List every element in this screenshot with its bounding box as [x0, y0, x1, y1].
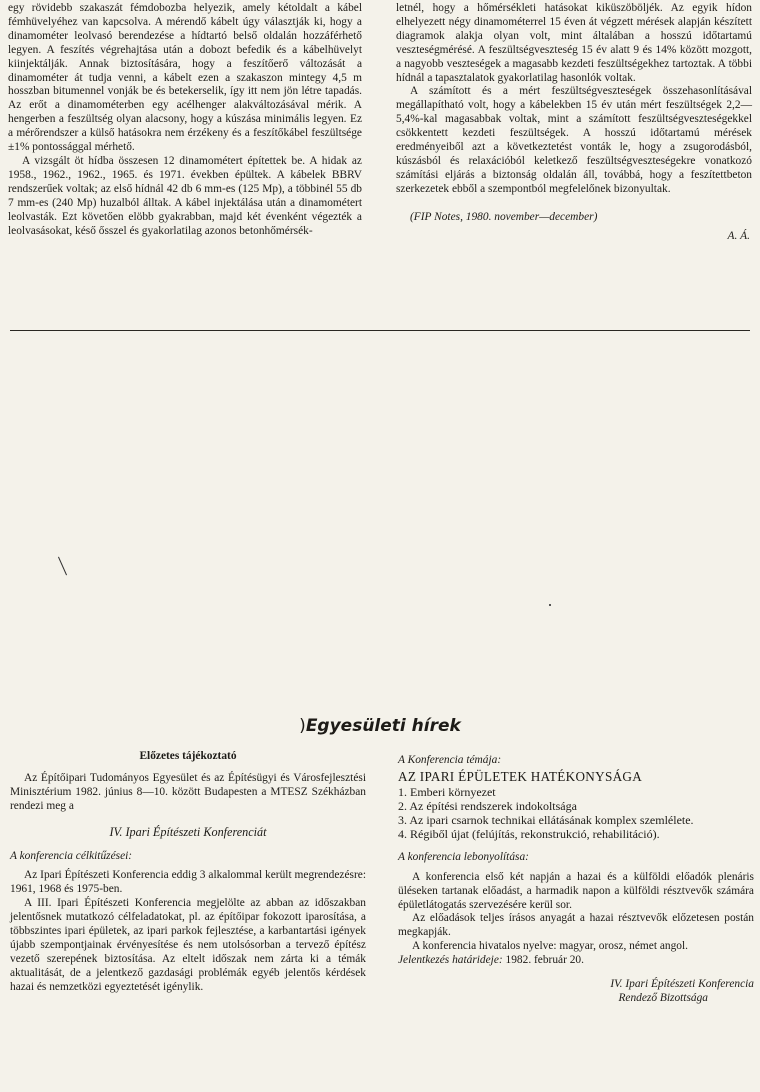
top-right-column	[396, 2, 752, 244]
organizer-line: Rendező Bizottsága	[618, 991, 708, 1004]
deadline-label: Jelentkezés határideje:	[398, 954, 503, 967]
scan-mark	[549, 604, 551, 606]
organizer-line: IV. Ipari Építészeti Konferencia	[610, 978, 754, 991]
section-title	[0, 716, 760, 736]
body-paragraph: letnél, hogy a hőmérsékleti hatásokat kiküszöböljék. Az egyik hídon elhelyezett négy dinamométerrel 15 éven át végzett mérések alapján készített diagramok alakja olyan volt, mint általában a hosszú időtartamú veszteségmérésé. A feszültségveszteség 15 év alatt 9 és 14% között mozgott, a nagyobb veszteségek a magasabb kezdeti feszültségekhez tartoztak. A többi hídnál a tapasztalatok gyakorlatilag hasonlók voltak.	[396, 2, 752, 84]
conference-name: IV. Ipari Építészeti Konferenciát	[109, 824, 267, 839]
organizer-signature	[398, 978, 754, 1006]
body-paragraph: Az előadások teljes írásos anyagát a hazai résztvevők előzetesen postán megkapják.	[398, 912, 754, 939]
top-left-column	[8, 2, 362, 238]
section-title-text: Egyesületi hírek	[305, 716, 461, 736]
section-divider	[10, 330, 750, 331]
section-title-mark: )	[299, 716, 306, 736]
intro-paragraph: Az Építőipari Tudományos Egyesület és az Építésügyi és Városfejlesztési Minisztérium 1982. június 8—10. között Budapesten a MTESZ Székházban rendezi meg a	[10, 771, 366, 812]
body-paragraph: A konferencia első két napján a hazai és a külföldi előadók plenáris üléseken tartanak előadást, a harmadik napon a külföldi résztvevők számára épületlátogatás szervezésére kerül sor.	[398, 870, 754, 911]
deadline-value: 1982. február 20.	[502, 954, 584, 967]
body-paragraph: A számított és a mért feszültségveszteségek összehasonlításával megállapítható volt, hogy a kábelekben 15 év után mért feszültségek 2,2—5,4%-kal magasabbak voltak, mint a számított feszültségveszteségekkel csökkentett kezdeti feszültségek. A hosszú időtartamú mérések eredményeiből azt a következtetést vonták le, hogy a zsugorodásból, kúszásból és relaxációból keletkező feszültségveszteségekre vonatkozó számítási eljárás a biztonság oldalán áll, továbbá, hogy a feszítettbeton szerkezetek ebből a szempontból megfelelőnek bizonyultak.	[396, 85, 752, 195]
list-item: 1. Emberi környezet	[398, 784, 496, 799]
body-paragraph: egy rövidebb szakaszát fémdobozba helyezik, amely kétoldalt a kábel fémhüvelyéhez van kapcsolva. A mérendő kábelt úgy választják ki, hogy a dinamométer leolvasó berendezése a hídtartó belső oldalán hozzáférhető legyen. A feszítés végrehajtása után a dobozt befedik és a kábelhüvelyt kiinjektálják. Annak biztosítására, hogy a feszítőerő változását a dinamométer át tudja venni, a kábelt ezen a szakaszon mintegy 4,5 m hosszban bitumennel vonják be és betekerselik, így itt nem jön létre tapadás. Az erőt a dinamométerben egy acélhenger alakváltozásával mérik. A hengerben a feszültség olyan alacsony, hogy a kúszása minimális legyen. Ez a mérőrendszer a külső hatásokra nem érzékeny és a feszítőkábel feszültsége ±1% pontossággal mérhető.	[8, 2, 362, 154]
deadline-line	[398, 954, 754, 968]
body-paragraph: Az Ipari Építészeti Konferencia eddig 3 alkalommal került megrendezésre: 1961, 1968 és 1975-ben.	[10, 869, 366, 896]
schedule-heading: A konferencia lebonyolítása:	[398, 850, 529, 863]
body-paragraph: A III. Ipari Építészeti Konferencia megjelölte az abban az időszakban jelentősnek mutatkozó célfeladatokat, pl. az építőipar fokozott iparosítása, a többszintes ipari épületek, az ipari parkok fejlesztése, a karbantartási igények újabb szempontjainak érvényesítése és nem utolsósorban a tervező építész vezető szerepének biztosítása. Az eltelt időszak nem zárta ki a témák aktualitását, de a jelentkező gazdasági problémák egyéb jelentős kérdések hazai és nemzetközi egyeztetését igénylik.	[10, 897, 366, 993]
body-paragraph: A vizsgált öt hídba összesen 12 dinamométert építettek be. A hidak az 1958., 1962., 1962., 1965. és 1971. években épültek. A kábelek BBRV rendszerűek voltak; az első hídnál 42 db 6 mm-es (125 Mp), a többinél 55 db 7 mm-es (240 Mp) huzalból álltak. A kábel injektálása után a dinamométert leolvasták. Ezt követően elöbb gyakrabban, majd két évenként végezték a leolvasásokat, késő ősszel és gyakorlatilag azonos betonhőmérsék-	[8, 154, 362, 237]
bottom-left-column	[10, 750, 366, 995]
notice-heading: Előzetes tájékoztató	[139, 750, 237, 762]
scan-mark	[58, 557, 67, 576]
list-item: 2. Az építési rendszerek indokoltsága	[398, 798, 577, 813]
list-item: 3. Az ipari csarnok technikai ellátásának komplex szemlélete.	[398, 812, 694, 827]
theme-title: AZ IPARI ÉPÜLETEK HATÉKONYSÁGA	[398, 768, 643, 784]
author-initials: A. Á.	[727, 229, 750, 242]
list-item: 4. Régiből újat (felújítás, rekonstrukció, rehabilitáció).	[398, 826, 660, 841]
bottom-right-column	[398, 754, 754, 1006]
theme-heading: A Konferencia témája:	[398, 754, 502, 766]
goals-heading: A konferencia célkitűzései:	[10, 849, 133, 862]
source-citation: (FIP Notes, 1980. november—december)	[410, 210, 598, 223]
theme-list	[398, 785, 754, 841]
body-paragraph: A konferencia hivatalos nyelve: magyar, orosz, német angol.	[412, 940, 688, 953]
